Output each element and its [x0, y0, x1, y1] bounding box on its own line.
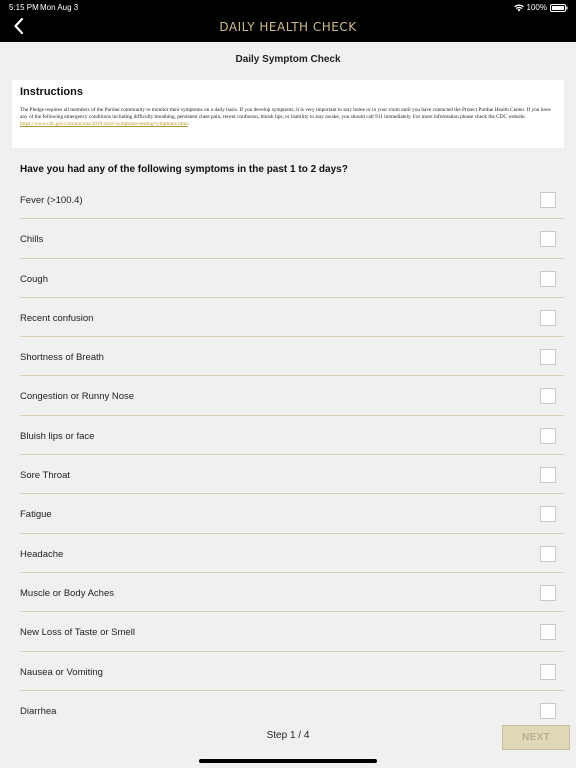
- symptom-checkbox[interactable]: [540, 703, 556, 719]
- symptom-label: Diarrhea: [20, 705, 57, 717]
- footer-bar: [0, 722, 576, 768]
- symptom-checkbox[interactable]: [540, 624, 556, 640]
- symptom-label: Bluish lips or face: [20, 430, 95, 442]
- symptom-list: [12, 180, 564, 730]
- status-indicators: [514, 3, 568, 12]
- symptom-checkbox[interactable]: [540, 310, 556, 326]
- symptom-label: Fever (>100.4): [20, 195, 83, 206]
- symptom-checkbox[interactable]: [540, 231, 556, 247]
- symptom-row-recent-confusion[interactable]: [12, 298, 564, 337]
- cdc-link[interactable]: https://www.cdc.gov/coronavirus/2019-ncov/symptoms-testing/symptoms.html: [20, 121, 188, 128]
- symptom-label: Chills: [20, 234, 44, 246]
- symptom-checkbox[interactable]: [540, 271, 556, 287]
- symptom-checkbox[interactable]: [540, 506, 556, 522]
- symptom-label: Fatigue: [20, 509, 52, 521]
- battery-percent: 100%: [526, 3, 547, 12]
- symptom-row-chills[interactable]: [12, 219, 564, 258]
- step-indicator: Step 1 / 4: [266, 730, 310, 741]
- symptom-row-bluish-lips[interactable]: [12, 416, 564, 455]
- symptom-row-cough[interactable]: [12, 259, 564, 298]
- symptom-row-muscle-aches[interactable]: [12, 573, 564, 612]
- symptom-label: Nausea or Vomiting: [20, 666, 103, 678]
- symptom-checkbox[interactable]: [540, 585, 556, 601]
- symptom-label: Cough: [20, 273, 48, 285]
- symptom-label: Shortness of Breath: [20, 352, 104, 364]
- instructions-heading: Instructions: [20, 86, 83, 98]
- instructions-link-suffix: .: [187, 121, 190, 128]
- instructions-card: [12, 80, 564, 148]
- top-bar: [0, 0, 576, 42]
- symptom-row-congestion[interactable]: [12, 376, 564, 415]
- section-heading: Daily Symptom Check: [235, 54, 341, 65]
- symptom-row-shortness-of-breath[interactable]: [12, 337, 564, 376]
- symptom-label: Recent confusion: [20, 312, 94, 324]
- status-date: Mon Aug 3: [40, 3, 79, 12]
- symptom-label: Headache: [20, 548, 64, 560]
- wifi-icon: [514, 4, 524, 12]
- symptom-checkbox[interactable]: [540, 192, 556, 208]
- symptom-row-loss-of-taste[interactable]: [12, 612, 564, 651]
- symptom-row-sore-throat[interactable]: [12, 455, 564, 494]
- symptom-checkbox[interactable]: [540, 467, 556, 483]
- symptom-label: New Loss of Taste or Smell: [20, 627, 135, 639]
- symptom-row-fever[interactable]: [12, 180, 564, 219]
- instructions-text: The Pledge requires all members of the Purdue community to monitor their symptoms on a daily basis. If you develop symptoms, it is very important to stay home or in your room until you have contacted the Protect Purdue Health Center. If you have any of the following emergency conditions including difficulty breathing, persistent chest pain, recent confusion, bluish lips, or inability to stay awake, you should call 911 immediately. For more information please check the CDC website.: [20, 107, 551, 121]
- symptom-checkbox[interactable]: [540, 664, 556, 680]
- symptom-row-headache[interactable]: [12, 534, 564, 573]
- instructions-body: [20, 107, 556, 129]
- battery-icon: [550, 4, 568, 12]
- symptom-row-nausea[interactable]: [12, 652, 564, 691]
- page-title: DAILY HEALTH CHECK: [219, 20, 357, 34]
- status-time: 5:15 PM: [9, 3, 39, 12]
- symptom-question: Have you had any of the following symptoms in the past 1 to 2 days?: [20, 164, 348, 175]
- symptom-label: Sore Throat: [20, 470, 70, 482]
- symptom-checkbox[interactable]: [540, 349, 556, 365]
- home-indicator[interactable]: [199, 759, 377, 763]
- symptom-label: Muscle or Body Aches: [20, 587, 114, 599]
- symptom-row-fatigue[interactable]: [12, 494, 564, 533]
- symptom-label: Congestion or Runny Nose: [20, 391, 135, 403]
- symptom-checkbox[interactable]: [540, 388, 556, 404]
- symptom-checkbox[interactable]: [540, 428, 556, 444]
- symptom-checkbox[interactable]: [540, 546, 556, 562]
- next-button[interactable]: NEXT: [502, 725, 570, 750]
